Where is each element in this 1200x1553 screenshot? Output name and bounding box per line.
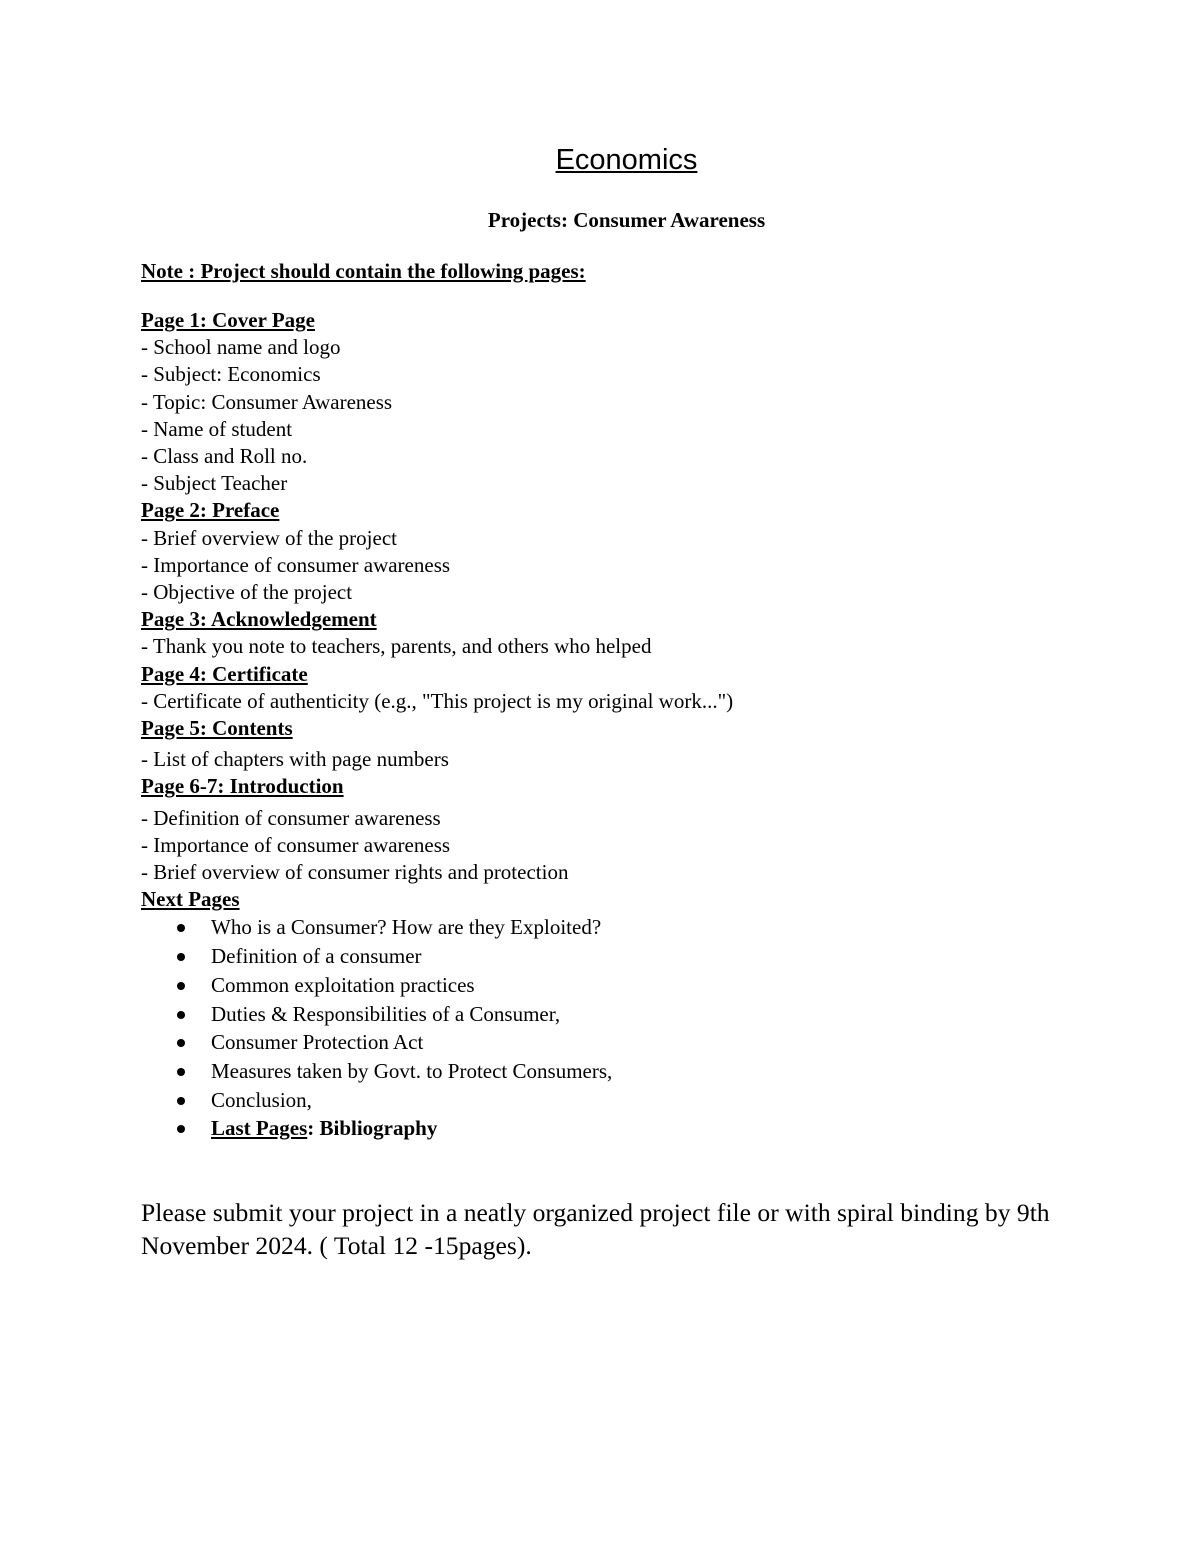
submission-instructions: Please submit your project in a neatly organized project file or with spiral binding by 9th November 2024. ( Total 12 -15pages).	[141, 1198, 1050, 1260]
section-item: - Objective of the project	[141, 580, 353, 605]
section-contents	[141, 715, 1141, 773]
bullet-icon	[177, 1039, 185, 1047]
list-item: Conclusion,	[141, 1086, 1141, 1115]
section-acknowledgement	[141, 606, 1141, 660]
list-item: Measures taken by Govt. to Protect Consumers,	[141, 1057, 1141, 1086]
section-item: - Subject: Economics	[141, 362, 321, 387]
section-heading: Page 3: Acknowledgement	[141, 607, 377, 632]
list-item: Common exploitation practices	[141, 971, 1141, 1000]
bullet-icon	[177, 1068, 185, 1076]
document-title: Economics	[555, 144, 698, 176]
list-item: Definition of a consumer	[141, 942, 1141, 971]
section-item: - Subject Teacher	[141, 471, 288, 496]
section-item: - School name and logo	[141, 335, 341, 360]
section-item: - List of chapters with page numbers	[141, 747, 449, 772]
section-introduction	[141, 773, 1141, 886]
section-heading: Page 4: Certificate	[141, 661, 308, 686]
section-heading: Page 2: Preface	[141, 498, 280, 523]
section-cover-page	[141, 307, 1141, 497]
bullet-icon	[177, 1011, 185, 1019]
document-subtitle: Projects: Consumer Awareness	[487, 208, 766, 232]
section-item: - Brief overview of the project	[141, 525, 397, 550]
section-heading: Next Pages	[141, 887, 240, 912]
bullet-icon	[177, 924, 185, 932]
list-item: Consumer Protection Act	[141, 1028, 1141, 1057]
section-item: - Importance of consumer awareness	[141, 552, 451, 577]
bullet-icon	[177, 982, 185, 990]
section-item: - Importance of consumer awareness	[141, 832, 451, 857]
bullet-icon	[177, 1097, 185, 1105]
bullet-icon	[177, 1125, 185, 1133]
section-item: - Brief overview of consumer rights and protection	[141, 860, 569, 885]
section-heading: Page 5: Contents	[141, 716, 293, 741]
section-item: - Thank you note to teachers, parents, and others who helped	[141, 634, 652, 659]
list-item: Duties & Responsibilities of a Consumer,	[141, 1000, 1141, 1029]
section-item: - Topic: Consumer Awareness	[141, 389, 393, 414]
bullet-icon	[177, 953, 185, 961]
last-pages-label: Last Pages	[211, 1116, 308, 1141]
page-list	[141, 307, 1141, 1143]
section-item: - Certificate of authenticity (e.g., "This project is my original work...")	[141, 688, 734, 713]
section-item: - Definition of consumer awareness	[141, 805, 441, 830]
list-item-last-pages	[141, 1114, 1141, 1143]
list-item: Who is a Consumer? How are they Exploited?	[141, 913, 1141, 942]
section-item: - Name of student	[141, 416, 293, 441]
section-heading: Page 1: Cover Page	[141, 308, 315, 332]
section-heading: Page 6-7: Introduction	[141, 774, 344, 799]
last-pages-text: : Bibliography	[307, 1116, 438, 1141]
section-item: - Class and Roll no.	[141, 444, 308, 469]
next-pages-list	[141, 913, 1141, 1143]
section-preface	[141, 497, 1141, 606]
project-note: Note : Project should contain the following pages:	[141, 259, 586, 283]
section-next-pages	[141, 886, 1141, 1143]
section-certificate	[141, 661, 1141, 715]
